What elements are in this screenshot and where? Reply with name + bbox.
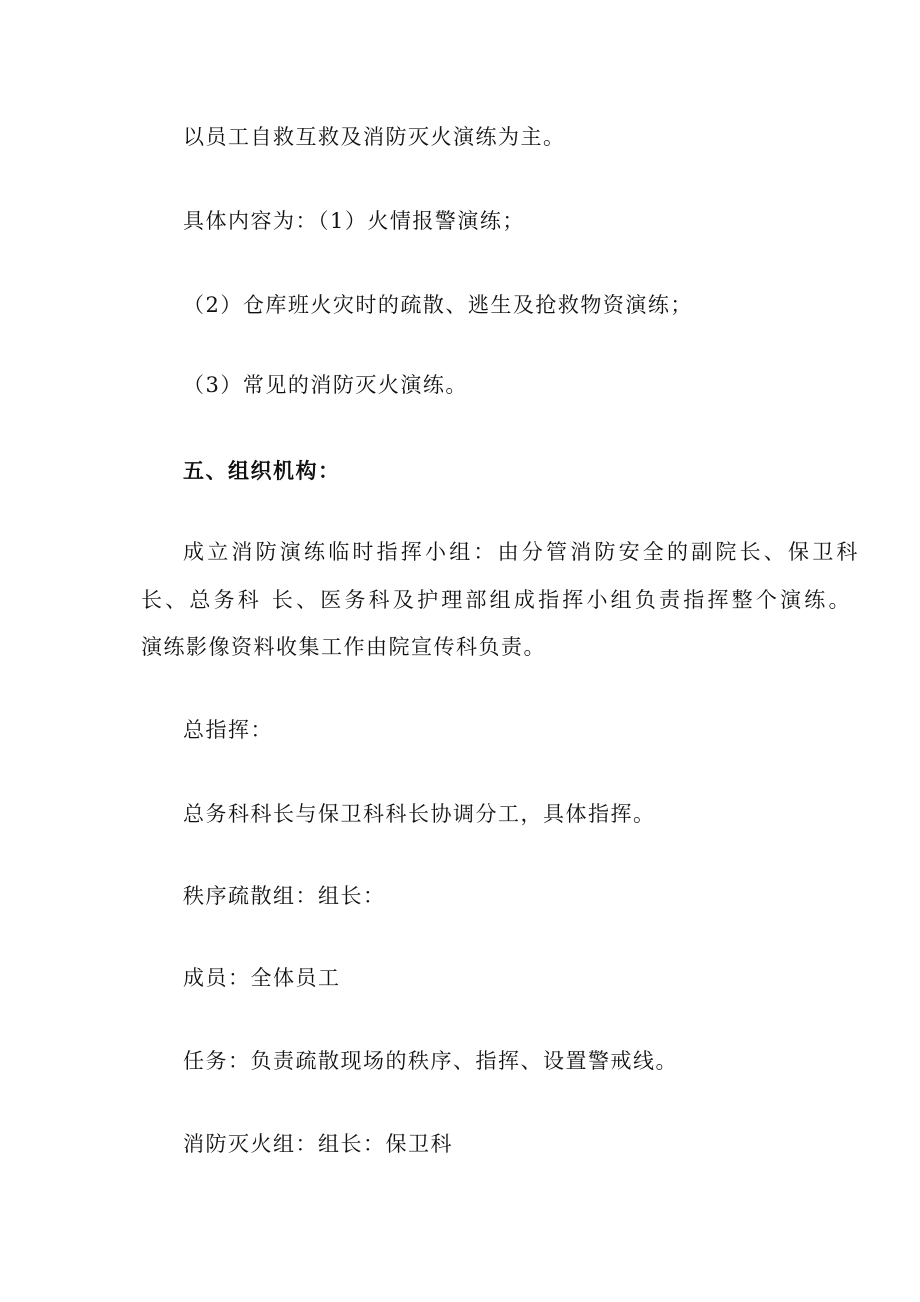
paragraph-firefighting-group: 消防灭火组：组长：保卫科 xyxy=(183,1132,453,1156)
paragraph-item-2: （2）仓库班火灾时的疏散、逃生及抢救物资演练； xyxy=(183,293,693,317)
paragraph-evacuation-group: 秩序疏散组：组长： xyxy=(183,884,386,908)
section-heading-organization: 五、组织机构： xyxy=(183,459,341,483)
paragraph-commander-detail: 总务科科长与保卫科科长协调分工，具体指挥。 xyxy=(183,802,656,826)
paragraph-commander-label: 总指挥： xyxy=(183,718,273,742)
paragraph-content-intro: 具体内容为：（1）火情报警演练； xyxy=(183,209,525,233)
paragraph-item-3: （3）常见的消防灭火演练。 xyxy=(183,373,468,397)
paragraph-members: 成员：全体员工 xyxy=(183,966,341,990)
paragraph-command-group-line1: 成立消防演练临时指挥小组：由分管消防安全的副院长、保卫科 xyxy=(183,540,861,564)
paragraph-task: 任务：负责疏散现场的秩序、指挥、设置警戒线。 xyxy=(183,1049,678,1073)
paragraph-drill-focus: 以员工自救互救及消防灭火演练为主。 xyxy=(183,125,566,149)
paragraph-command-group-line2: 长、总务科 长、医务科及护理部组成指挥小组负责指挥整个演练。 xyxy=(141,588,853,612)
paragraph-command-group-line3: 演练影像资料收集工作由院宣传科负责。 xyxy=(141,635,546,659)
